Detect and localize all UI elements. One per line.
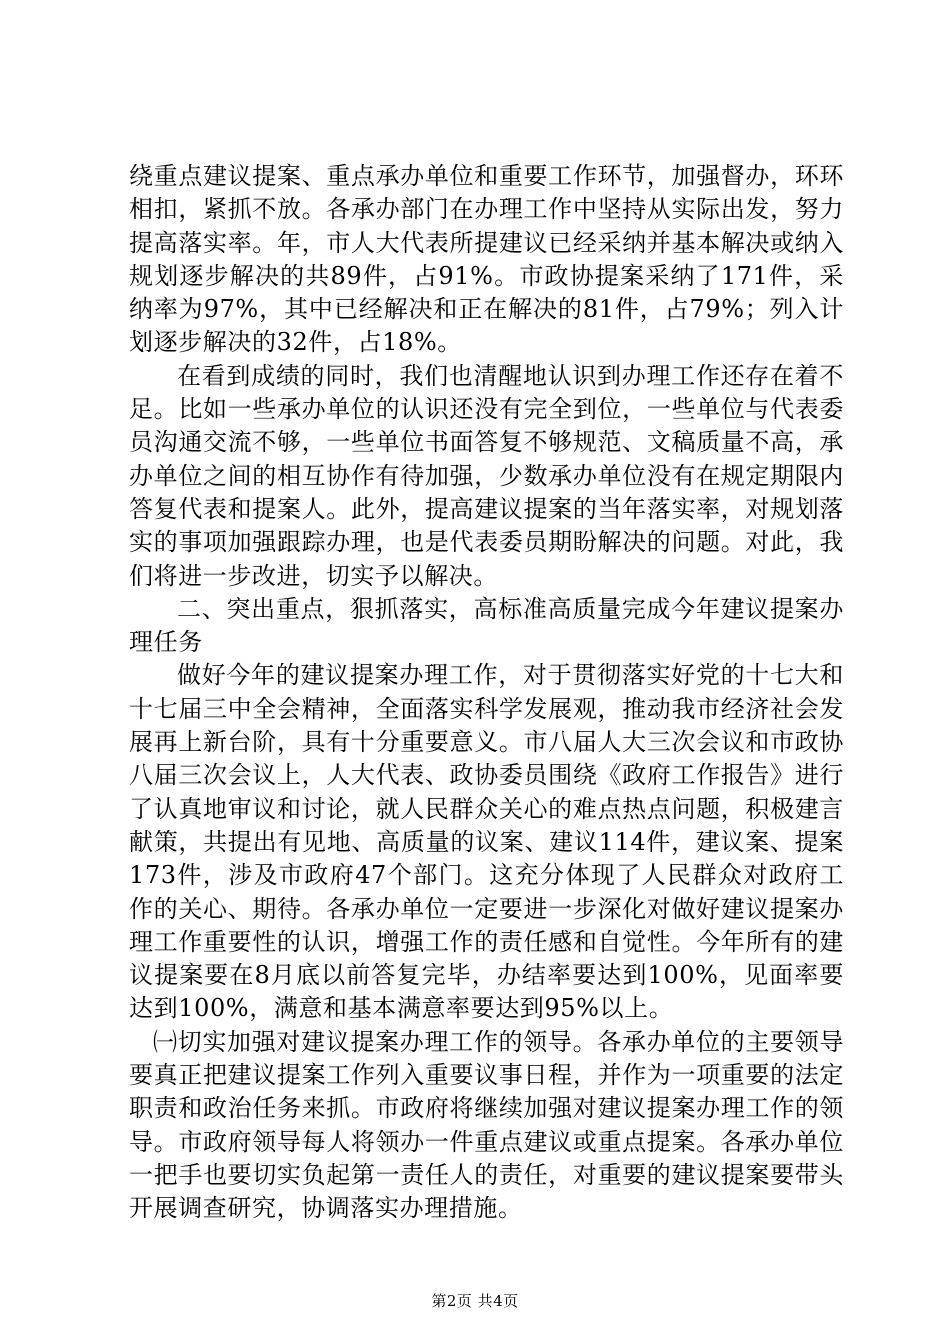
paragraph-shortcomings: 在看到成绩的同时，我们也清醒地认识到办理工作还存在着不足。比如一些承办单位的认识还没有完全到位，一些单位与代表委员沟通交流不够，一些单位书面答复不够规范、文稿质量不高，承办单位之间的相互协作有待加强，少数承办单位没有在规定期限内答复代表和提案人。此外，提高建议提案的当年落实率，对规划落实的事项加强跟踪办理，也是代表委员期盼解决的问题。对此，我们将进一步改进，切实予以解决。 xyxy=(129,361,844,590)
paragraph-continuation: 绕重点建议提案、重点承办单位和重要工作环节，加强督办，环环相扣，紧抓不放。各承办部门在办理工作中坚持从实际出发，努力提高落实率。年，市人大代表所提建议已经采纳并基本解决或纳入规划逐步解决的共89件，占91%。市政协提案采纳了171件，采纳率为97%，其中已经解决和正在解决的81件，占79%；列入计划逐步解决的32件，占18%。 xyxy=(129,162,844,357)
page-footer: 第2页 共4页 xyxy=(431,1292,519,1310)
paragraph-this-year-tasks: 做好今年的建议提案办理工作，对于贯彻落实好党的十七大和十七届三中全会精神，全面落实科学发展观，推动我市经济社会发展再上新台阶，具有十分重要意义。市八届人大三次会议和市政协八届三次会议上，人大代表、政协委员围绕《政府工作报告》进行了认真地审议和讨论，就人民群众关心的难点热点问题，积极建言献策，共提出有见地、高质量的议案、建议114件，建议案、提案173件，涉及市政府47个部门。这充分体现了人民群众对政府工作的关心、期待。各承办单位一定要进一步深化对做好建议提案办理工作重要性的认识，增强工作的责任感和自觉性。今年所有的建议提案要在8月底以前答复完毕，办结率要达到100%，见面率要达到100%，满意和基本满意率要达到95%以上。 xyxy=(129,661,844,1023)
document-body xyxy=(129,160,844,1226)
section-heading-two: 二、突出重点，狠抓落实，高标准高质量完成今年建议提案办理任务 xyxy=(129,594,844,657)
paragraph-item-one: ㈠切实加强对建议提案办理工作的领导。各承办单位的主要领导要真正把建议提案工作列入重要议事日程，并作为一项重要的法定职责和政治任务来抓。市政府将继续加强对建议提案办理工作的领导。市政府领导每人将领办一件重点建议或重点提案。各承办单位一把手也要切实负起第一责任人的责任，对重要的建议提案要带头开展调查研究，协调落实办理措施。 xyxy=(129,1027,844,1223)
